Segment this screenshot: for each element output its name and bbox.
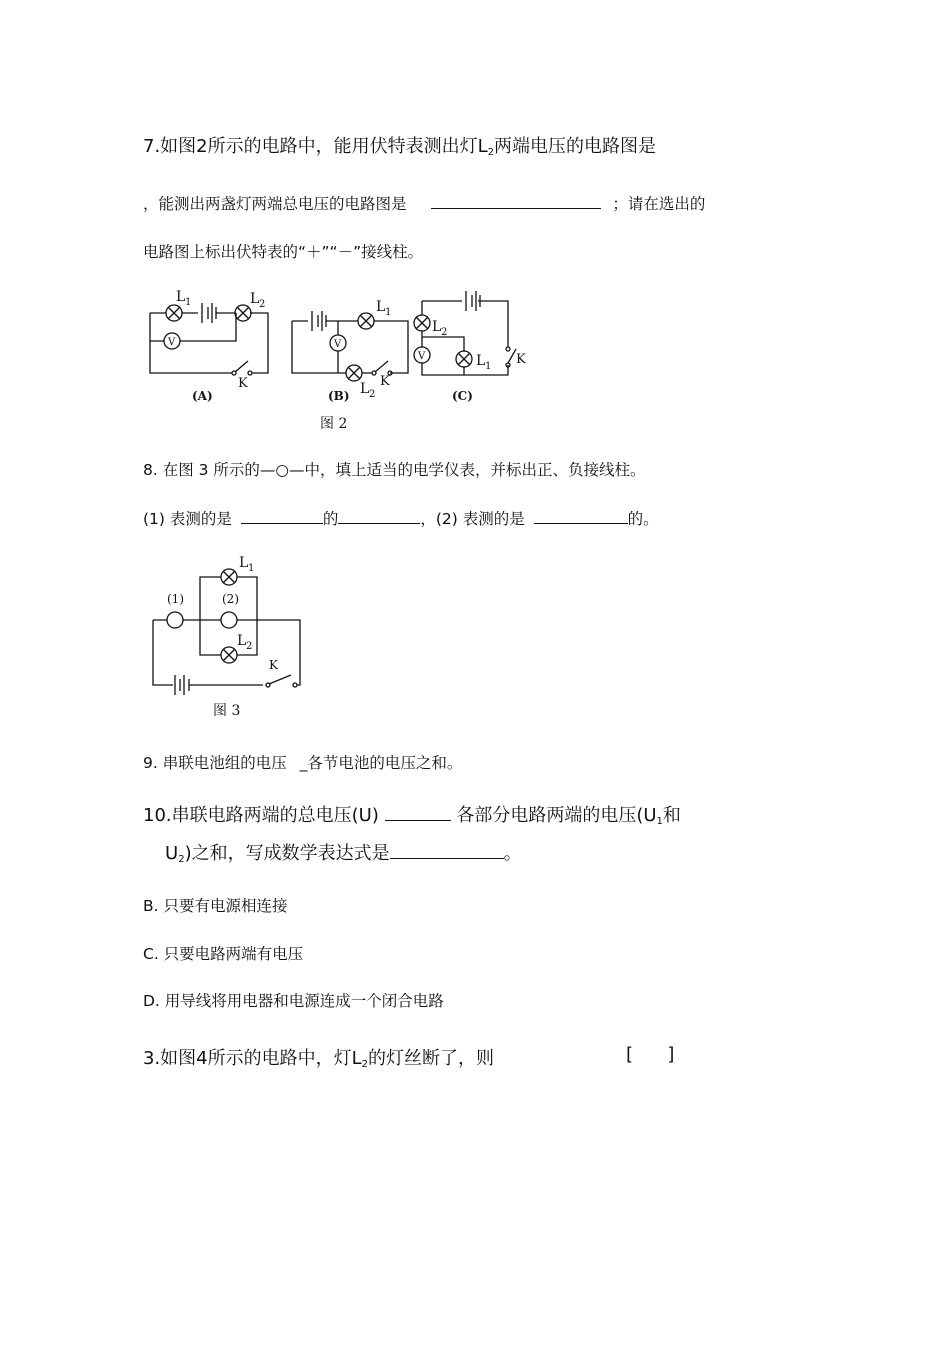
q10-line2: $U_2$)之和，写成数学表达式是 。: [165, 836, 522, 865]
svg-text:1: 1: [485, 361, 492, 372]
answer-blank[interactable]: [385, 798, 451, 821]
svg-text:K: K: [516, 352, 526, 367]
q7-line1: 7.如图2所示的电路中，能用伏特表测出灯$L_2$两端电压的电路图是: [143, 136, 657, 158]
q7-line2: ，能测出两盏灯两端总电压的电路图是 ；请在选出的: [143, 192, 705, 214]
svg-text:L: L: [476, 353, 486, 369]
svg-text:V: V: [418, 351, 426, 362]
circuit-c-label: (C): [452, 389, 473, 403]
lamp-label-l1: L: [176, 289, 186, 305]
svg-text:2: 2: [369, 389, 376, 400]
q3-answer-bracket[interactable]: [ ]: [626, 1044, 675, 1065]
answer-blank[interactable]: [241, 507, 323, 524]
meter-1-label: (1): [167, 592, 184, 606]
q7-line3: 电路图上标出伏特表的“＋”“－”接线柱。: [143, 243, 424, 261]
circuit-b-label: (B): [328, 389, 350, 403]
q3: 3.如图4所示的电路中，灯$L_2$的灯丝断了，则: [143, 1048, 495, 1070]
svg-text:K: K: [380, 374, 390, 389]
lamp-label-l2: L: [237, 633, 247, 649]
figure-2: [140, 285, 540, 435]
q8-line2: (1) 表测的是 的 ，(2) 表测的是 的。: [143, 507, 659, 529]
svg-text:1: 1: [248, 563, 255, 574]
voltmeter-label: V: [168, 337, 176, 348]
svg-text:1: 1: [185, 297, 192, 308]
svg-text:2: 2: [259, 299, 266, 310]
switch-label: K: [238, 376, 248, 391]
answer-blank[interactable]: [431, 192, 601, 209]
lamp-label-l1: L: [239, 555, 249, 571]
q10-line1: 10.串联电路两端的总电压(U) 各部分电路两端的电压($U_1$和: [143, 798, 681, 827]
svg-text:L: L: [360, 381, 370, 397]
switch-label: K: [269, 658, 278, 672]
lamp-label-l2: L: [250, 291, 260, 307]
svg-text:1: 1: [385, 307, 392, 318]
q9: 9. 串联电池组的电压 _各节电池的电压之和。: [143, 754, 463, 772]
circuit-a-label: (A): [192, 389, 213, 403]
svg-text:2: 2: [441, 327, 448, 338]
figure-3-caption: 图 3: [213, 703, 241, 719]
figure-2-caption: 图 2: [320, 416, 348, 432]
svg-text:V: V: [334, 339, 342, 350]
svg-text:2: 2: [246, 641, 253, 652]
answer-blank[interactable]: [534, 507, 628, 524]
option-d: D. 用导线将用电器和电源连成一个闭合电路: [143, 992, 444, 1010]
svg-text:L: L: [432, 319, 442, 335]
meter-2-label: (2): [222, 592, 239, 606]
q8-line1: 8. 在图 3 所示的—○—中，填上适当的电学仪表，并标出正、负接线柱。: [143, 461, 646, 479]
figure-3: [145, 555, 315, 725]
answer-blank[interactable]: [390, 836, 504, 859]
svg-text:L: L: [376, 299, 386, 315]
answer-blank[interactable]: [338, 507, 420, 524]
option-c: C. 只要电路两端有电压: [143, 945, 304, 963]
option-b: B. 只要有电源相连接: [143, 897, 288, 915]
